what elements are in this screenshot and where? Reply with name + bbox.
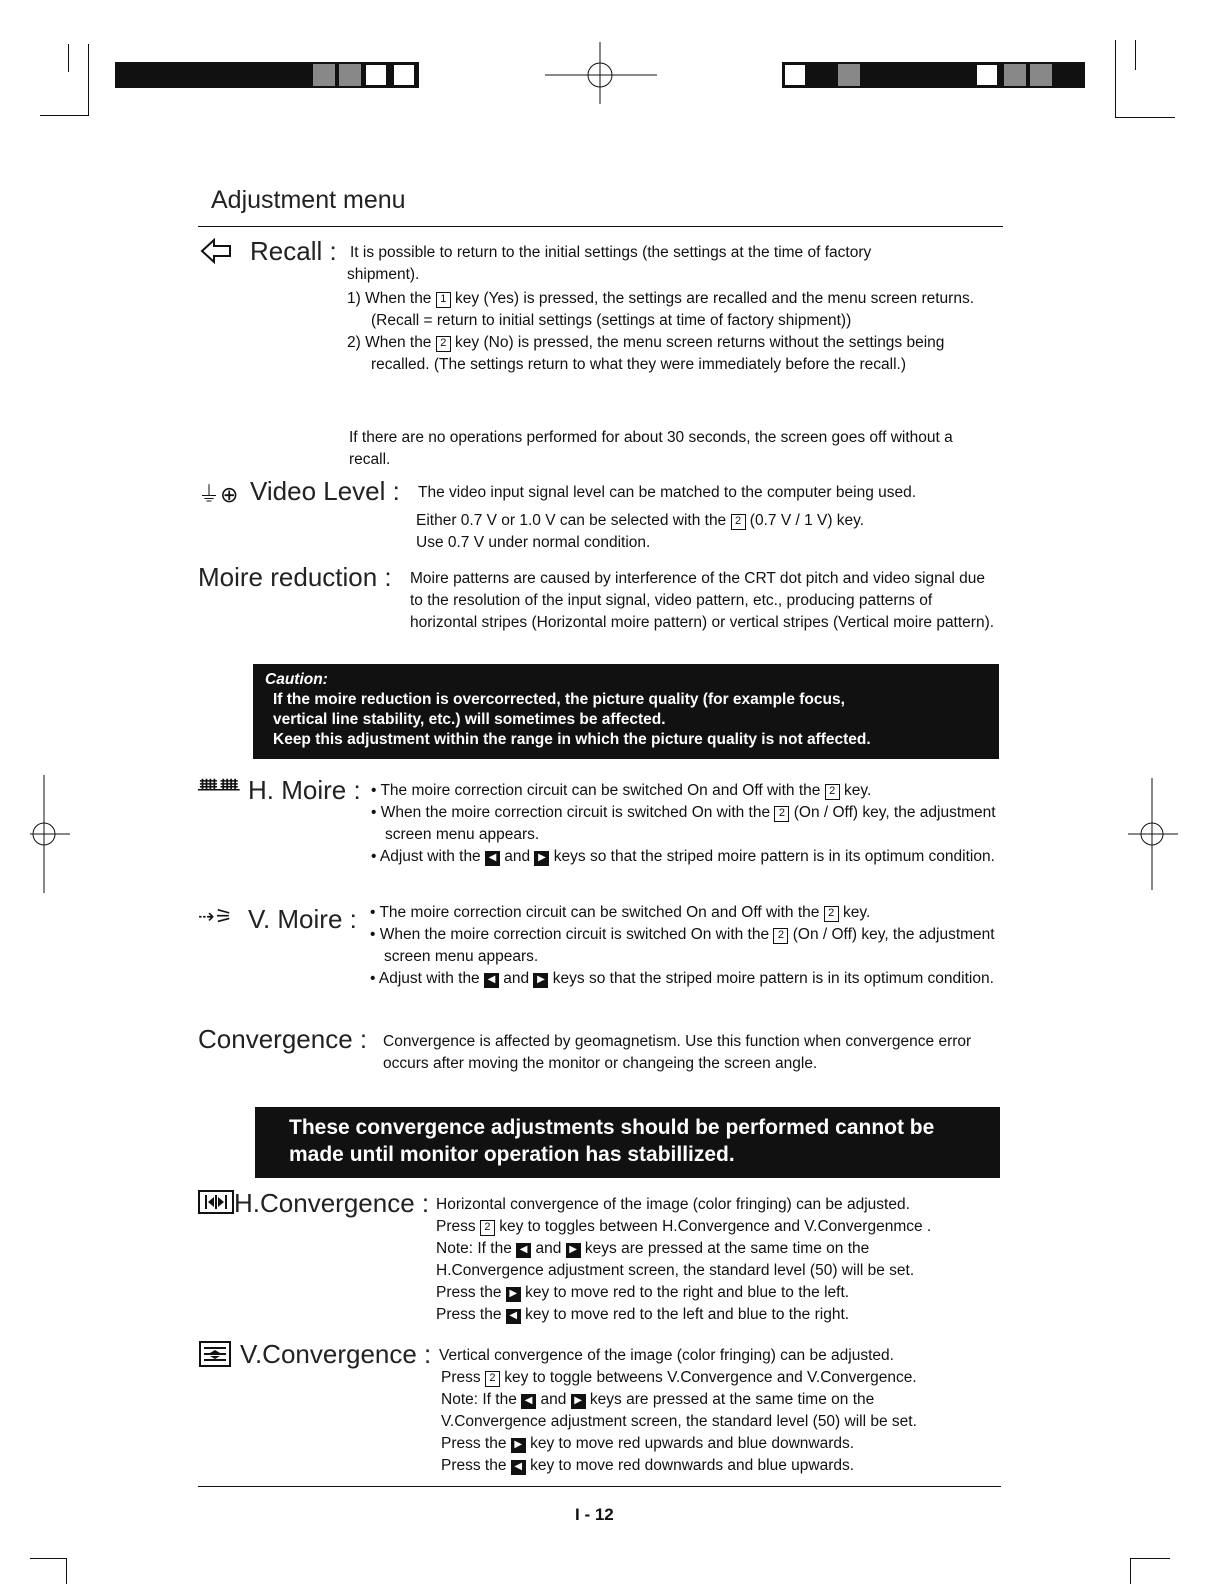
right-key-icon: ▶ — [506, 1287, 521, 1302]
v-convergence-line-2: Press 2 key to toggle betweens V.Convergence and V.Convergence. — [441, 1369, 917, 1386]
left-key-icon: ◀ — [485, 851, 500, 866]
v-convergence-label: V.Convergence : — [240, 1339, 432, 1369]
h-convergence-icon — [198, 1190, 234, 1214]
h-convergence-line-1: Horizontal convergence of the image (color fringing) can be adjusted. — [436, 1196, 910, 1213]
v-convergence-line-6: Press the ◀ key to move red downwards and blue upwards. — [441, 1457, 855, 1474]
caution-line-3: Keep this adjustment within the range in which the picture quality is not affected. — [273, 731, 871, 748]
registration-mark-left — [30, 775, 70, 893]
recall-note: If there are no operations performed for about 30 seconds, the screen goes off without a recall. — [349, 429, 953, 468]
key-2-icon: 2 — [824, 906, 839, 922]
right-key-icon: ▶ — [533, 973, 548, 988]
key-1-icon: 1 — [436, 292, 451, 308]
video-level-icon: ⏚⊕ — [198, 482, 239, 507]
h-moire-bullet-2: • When the moire correction circuit is switched On with the 2 (On / Off) key, the adjustment screen menu appears. — [371, 804, 996, 843]
right-key-icon: ▶ — [534, 851, 549, 866]
recall-intro: It is possible to return to the initial settings (the settings at the time of factory — [350, 244, 872, 261]
h-convergence-line-4: H.Convergence adjustment screen, the standard level (50) will be set. — [436, 1262, 915, 1279]
recall-step-1: 1) When the 1 key (Yes) is pressed, the settings are recalled and the menu screen returns. (Recall = return to initial settings (settings at time of factory shipment)) — [347, 290, 975, 329]
v-moire-label: V. Moire : — [248, 904, 357, 934]
page-number: I - 12 — [575, 1505, 614, 1524]
page-title: Adjustment menu — [211, 186, 406, 214]
v-moire-icon: ⇢⚞ — [198, 906, 233, 928]
video-level-line-2: Either 0.7 V or 1.0 V can be selected with the 2 (0.7 V / 1 V) key. — [416, 512, 865, 529]
v-moire-bullet-2: • When the moire correction circuit is switched On with the 2 (On / Off) key, the adjustment screen menu appears. — [370, 926, 995, 965]
left-key-icon: ◀ — [516, 1243, 531, 1258]
recall-label: Recall : — [250, 236, 337, 266]
v-convergence-icon — [199, 1341, 231, 1367]
h-convergence-label: H.Convergence : — [234, 1188, 430, 1218]
title-rule — [198, 226, 1003, 227]
h-convergence-line-5: Press the ▶ key to move red to the right and blue to the left. — [436, 1284, 850, 1301]
right-key-icon: ▶ — [571, 1394, 586, 1409]
registration-mark-top — [545, 42, 657, 104]
warning-box — [255, 1107, 1000, 1178]
h-convergence-line-3: Note: If the ◀ and ▶ keys are pressed at the same time on the — [436, 1240, 870, 1257]
h-moire-bullet-3: • Adjust with the ◀ and ▶ keys so that the striped moire pattern is in its optimum condition. — [371, 848, 995, 865]
v-convergence-line-1: Vertical convergence of the image (color fringing) can be adjusted. — [439, 1347, 894, 1364]
caution-line-2: vertical line stability, etc.) will sometimes be affected. — [273, 711, 666, 728]
v-convergence-line-3: Note: If the ◀ and ▶ keys are pressed at the same time on the — [441, 1391, 875, 1408]
key-2-icon: 2 — [480, 1220, 495, 1236]
v-moire-bullet-1: • The moire correction circuit can be switched On and Off with the 2 key. — [370, 904, 871, 921]
footer-rule — [198, 1486, 1001, 1487]
left-key-icon: ◀ — [511, 1460, 526, 1475]
h-convergence-line-6: Press the ◀ key to move red to the left and blue to the right. — [436, 1306, 850, 1323]
key-2-icon: 2 — [436, 336, 451, 352]
recall-intro-2: shipment). — [347, 266, 420, 283]
h-moire-label: H. Moire : — [248, 775, 361, 805]
left-key-icon: ◀ — [484, 973, 499, 988]
recall-arrow-icon — [200, 238, 234, 264]
video-level-line-1: The video input signal level can be matched to the computer being used. — [418, 484, 917, 501]
caution-line-1: If the moire reduction is overcorrected, the picture quality (for example focus, — [273, 691, 845, 708]
recall-step-2: 2) When the 2 key (No) is pressed, the menu screen returns without the settings being recalled. (The settings return to what they were immediately before the recall.) — [347, 334, 945, 373]
v-convergence-line-5: Press the ▶ key to move red upwards and blue downwards. — [441, 1435, 855, 1452]
right-key-icon: ▶ — [566, 1243, 581, 1258]
header-bar-right — [782, 62, 1085, 88]
convergence-label: Convergence : — [198, 1024, 368, 1054]
v-convergence-line-4: V.Convergence adjustment screen, the standard level (50) will be set. — [441, 1413, 917, 1430]
left-key-icon: ◀ — [506, 1309, 521, 1324]
key-2-icon: 2 — [731, 514, 746, 530]
h-moire-icon: ᚙᚙ — [198, 779, 240, 799]
key-2-icon: 2 — [825, 784, 840, 800]
right-key-icon: ▶ — [511, 1438, 526, 1453]
left-key-icon: ◀ — [521, 1394, 536, 1409]
key-2-icon: 2 — [774, 806, 789, 822]
warning-line-2: made until monitor operation has stabillized. — [289, 1143, 735, 1166]
header-bar-left — [115, 62, 419, 88]
key-2-icon: 2 — [485, 1371, 500, 1387]
key-2-icon: 2 — [773, 928, 788, 944]
moire-reduction-text: Moire patterns are caused by interference of the CRT dot pitch and video signal due to the resolution of the input signal, video pattern, etc., producing patterns of horizontal stripes (Horizontal moire pattern) or vertical stripes (Vertical moire pattern). — [410, 570, 995, 631]
caution-box — [253, 664, 999, 759]
video-level-line-3: Use 0.7 V under normal condition. — [416, 534, 651, 551]
registration-mark-right — [1128, 778, 1178, 890]
moire-reduction-label: Moire reduction : — [198, 562, 392, 592]
v-moire-bullet-3: • Adjust with the ◀ and ▶ keys so that the striped moire pattern is in its optimum condition. — [370, 970, 994, 987]
h-moire-bullet-1: • The moire correction circuit can be switched On and Off with the 2 key. — [371, 782, 872, 799]
video-level-label: Video Level : — [250, 476, 400, 506]
caution-title: Caution: — [265, 671, 328, 688]
convergence-text: Convergence is affected by geomagnetism. Use this function when convergence error occurs after moving the monitor or changeing the screen angle. — [383, 1033, 972, 1072]
h-convergence-line-2: Press 2 key to toggles between H.Convergence and V.Convergenmce . — [436, 1218, 932, 1235]
warning-line-1: These convergence adjustments should be performed cannot be — [289, 1116, 935, 1139]
